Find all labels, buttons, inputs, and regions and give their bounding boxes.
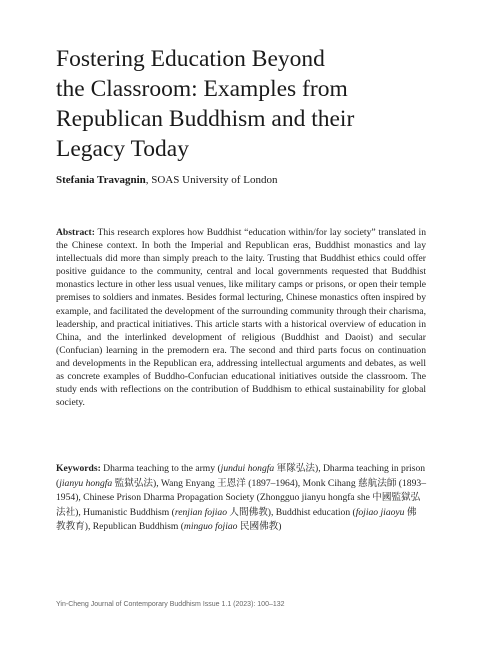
keyword-term-italic: minguo fojiao — [183, 521, 238, 533]
title-line: Republican Buddhism and their — [56, 106, 355, 132]
keyword-term-italic: renjian fojiao — [174, 506, 228, 518]
title-line: Fostering Education Beyond — [56, 46, 325, 72]
keywords — [56, 462, 426, 535]
keyword-term-italic: fojiao jiaoyu — [355, 506, 405, 518]
title-line: the Classroom: Examples from — [56, 76, 348, 102]
keyword-text: Dharma teaching to the army ( — [100, 463, 221, 474]
keyword-text: 佛教教育), Republican Buddhism ( — [56, 506, 417, 533]
keyword-text: 人間佛教), Buddhist education ( — [227, 506, 356, 518]
title-line: Legacy Today — [56, 136, 189, 162]
author-affiliation: , SOAS University of London — [145, 174, 278, 186]
abstract-text: This research explores how Buddhist “education within/for lay society” translated in the Chinese context. In both the Imperial and Republican eras, Buddhist monastics and lay intellectuals did more than simply preach to the laity. Trusting that Buddhist ethics could offer positive guidance to the community, central and local governments requested that Buddhist monastics lecture in other less usual venues, like military camps or prisons, or open their temple premises to soldiers and inmates. Besides formal lecturing, Chinese monastics often inspired by example, and facilitated the development of the surrounding community through their charisma, leadership, and practical initiatives. This article starts with a historical overview of education in China, and the interlinked development of religious (Buddhist and Daoist) and secular (Confucian) learning in the premodern era. The second and third parts focus on continuation and developments in the Republican era, addressing intellectual arguments and debates, as well as concrete examples of Buddho-Confucian educational initiatives outside the classroom. The study ends with reflections on the contribution of Buddhism to ethical sustainability for global society. — [56, 227, 426, 409]
author-name: Stefania Travagnin — [56, 174, 146, 186]
journal-footer: Yin-Cheng Journal of Contemporary Buddhism Issue 1.1 (2023): 100–132 — [56, 601, 285, 608]
keyword-text: 軍隊弘法), Dharma teaching in prison ( — [56, 463, 426, 489]
abstract — [56, 226, 426, 409]
keyword-text: 監獄弘法), Wang Enyang 王恩洋 (1897–1964), Monk Cihang 慈航法師 (1893–1954), Chinese Prison Dharma Propagation Society (Zhongguo jianyu hongfa she 中國監獄弘法社), Humanistic Buddhism ( — [56, 477, 426, 518]
keywords-text — [56, 463, 426, 532]
author-byline — [56, 174, 277, 186]
keyword-text: 民國佛教) — [237, 521, 282, 533]
keyword-term-italic: jianyu hongfa — [59, 477, 113, 489]
abstract-label: Abstract: — [56, 227, 95, 238]
keywords-label: Keywords: — [56, 463, 101, 474]
keyword-term-italic: jundui hongfa — [220, 463, 275, 474]
article-title — [56, 44, 456, 164]
